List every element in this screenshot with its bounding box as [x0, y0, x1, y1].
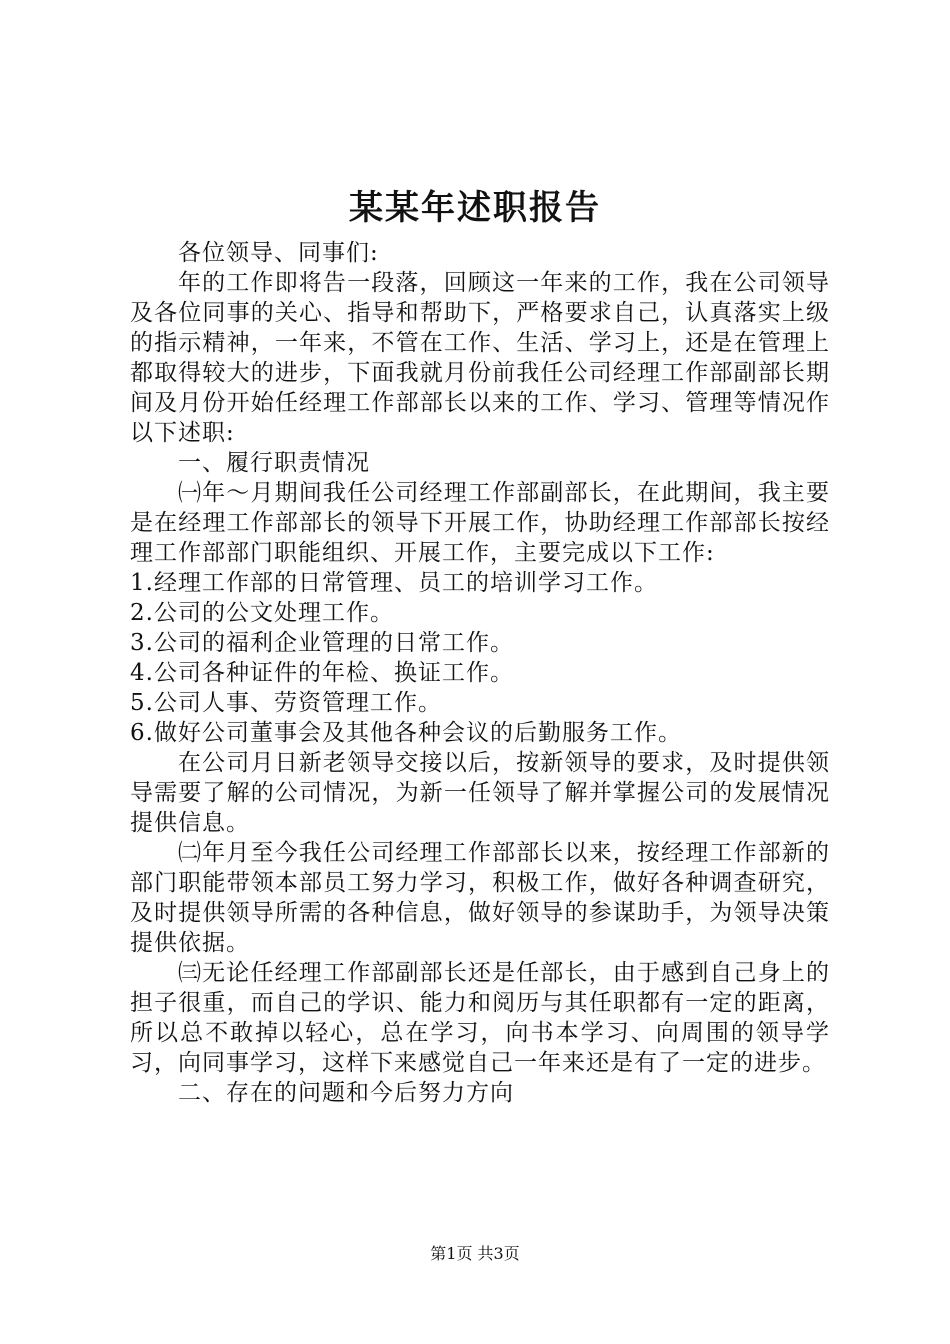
document-body — [130, 238, 830, 1108]
list-item: 1.经理工作部的日常管理、员工的培训学习工作。 — [130, 570, 658, 596]
duty-paragraph-3: ㈢无论任经理工作部副部长还是任部长，由于感到自己身上的担子很重，而自己的学识、能力和阅历与其任职都有一定的距离，所以总不敢掉以轻心，总在学习，向书本学习、向周围的领导学习，向同事学习，这样下来感觉自己一年来还是有了一定的进步。 — [130, 960, 830, 1076]
document-title: 某某年述职报告 — [349, 188, 601, 228]
list-item: 3.公司的福利企业管理的日常工作。 — [130, 630, 514, 656]
list-item: 5.公司人事、劳资管理工作。 — [130, 690, 442, 716]
section-heading-2: 二、存在的问题和今后努力方向 — [178, 1080, 514, 1106]
list-item: 4.公司各种证件的年检、换证工作。 — [130, 660, 514, 686]
list-item: 2.公司的公文处理工作。 — [130, 600, 394, 626]
list-item: 6.做好公司董事会及其他各种会议的后勤服务工作。 — [130, 720, 682, 746]
page-footer: 第1页 共3页 — [430, 1244, 520, 1263]
intro-paragraph: 年的工作即将告一段落，回顾这一年来的工作，我在公司领导及各位同事的关心、指导和帮助下，严格要求自己，认真落实上级的指示精神，一年来，不管在工作、生活、学习上，还是在管理上都取得较大的进步，下面我就月份前我任公司经理工作部副部长期间及月份开始任经理工作部部长以来的工作、学习、管理等情况作以下述职: — [130, 270, 830, 446]
salutation: 各位领导、同事们: — [178, 240, 379, 266]
section-heading-1: 一、履行职责情况 — [178, 450, 370, 476]
duty-paragraph-1: ㈠年～月期间我任公司经理工作部副部长，在此期间，我主要是在经理工作部部长的领导下开展工作，协助经理工作部部长按经理工作部部门职能组织、开展工作，主要完成以下工作: — [130, 480, 830, 566]
handover-paragraph: 在公司月日新老领导交接以后，按新领导的要求，及时提供领导需要了解的公司情况，为新一任领导了解并掌握公司的发展情况提供信息。 — [130, 750, 830, 836]
duty-paragraph-2: ㈡年月至今我任公司经理工作部部长以来，按经理工作部新的部门职能带领本部员工努力学习，积极工作，做好各种调查研究，及时提供领导所需的各种信息，做好领导的参谋助手，为领导决策提供依据。 — [130, 840, 830, 956]
